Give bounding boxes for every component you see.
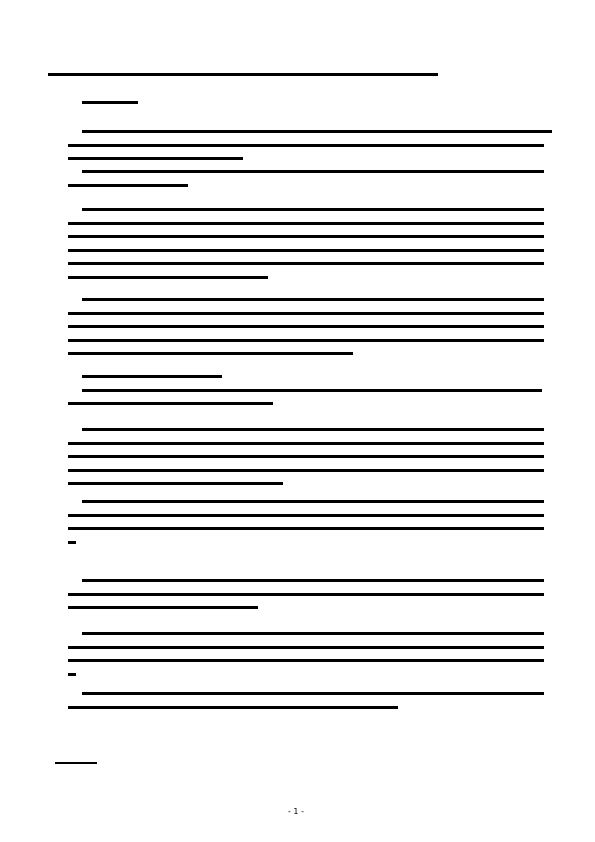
paragraph: [68, 298, 544, 366]
text-line: [68, 659, 544, 662]
text-line: [68, 593, 544, 596]
text-line: [82, 428, 544, 431]
text-line: [68, 606, 258, 609]
text-line: [68, 184, 188, 187]
text-line: [68, 157, 243, 160]
paragraph: [68, 632, 544, 686]
paragraph: [68, 208, 544, 289]
text-line: [68, 527, 544, 530]
text-line: [82, 298, 544, 301]
text-line: [68, 235, 544, 238]
text-line: [82, 692, 544, 695]
text-line: [68, 249, 544, 252]
section-heading-line: [82, 101, 138, 104]
text-line: [68, 339, 544, 342]
text-line: [68, 514, 544, 517]
text-line: [68, 455, 544, 458]
paragraph: [68, 170, 544, 197]
text-line: [68, 442, 544, 445]
subheading-line: [82, 375, 222, 378]
paragraph: [68, 130, 544, 171]
text-line: [68, 144, 544, 147]
text-line: [82, 170, 544, 173]
text-line: [82, 579, 544, 582]
text-line: [82, 208, 544, 211]
text-line: [82, 389, 542, 392]
section-heading: [82, 101, 138, 115]
paragraph: [68, 428, 544, 496]
paragraph: [68, 375, 544, 416]
text-line: [68, 482, 283, 485]
header-text-line: [48, 73, 438, 76]
text-line: [68, 276, 268, 279]
text-line: [68, 325, 544, 328]
text-line: [68, 541, 76, 544]
text-line: [68, 352, 353, 355]
text-line: [68, 402, 273, 405]
running-header: [48, 73, 438, 87]
text-line: [68, 312, 544, 315]
paragraph: [68, 500, 544, 554]
text-line: [82, 130, 552, 133]
text-line: [82, 632, 544, 635]
text-line: [68, 469, 544, 472]
text-line: [68, 646, 544, 649]
text-line: [68, 673, 76, 676]
paragraph: [68, 692, 544, 719]
paragraph: [68, 579, 544, 620]
text-line: [68, 262, 544, 265]
text-line: [68, 706, 398, 709]
text-line: [82, 500, 544, 503]
text-line: [68, 222, 544, 225]
footnote-separator: [55, 762, 97, 764]
page-number: - 1 -: [288, 807, 304, 816]
